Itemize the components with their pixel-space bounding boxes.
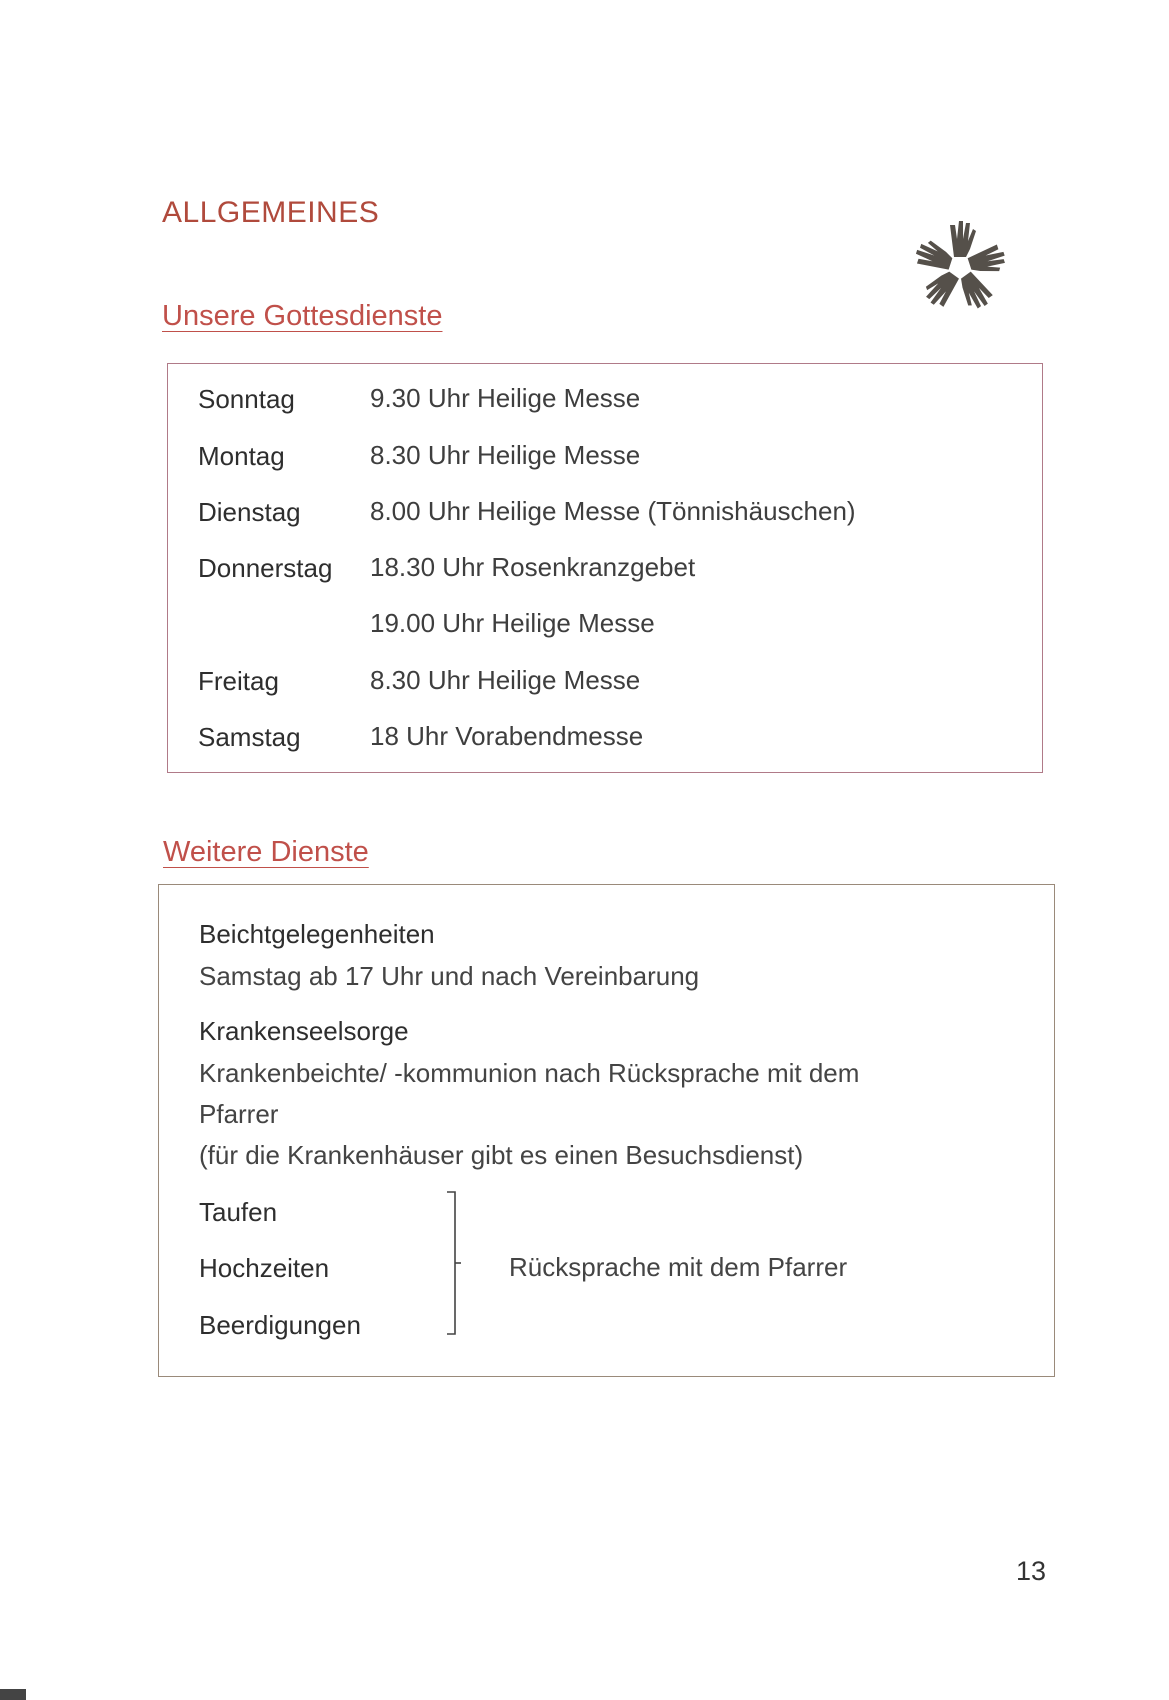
confession-text: Samstag ab 17 Uhr und nach Vereinbarung (199, 961, 700, 991)
sick-care-text: (für die Krankenhäuser gibt es einen Besuchsdienst) (199, 1140, 804, 1170)
service-time: 8.00 Uhr Heilige Messe (Tönnishäuschen) (370, 496, 856, 526)
service-time: 18.30 Uhr Rosenkranzgebet (370, 552, 696, 582)
service-day: Samstag (198, 722, 301, 752)
service-time: 8.30 Uhr Heilige Messe (370, 440, 641, 470)
service-day: Montag (198, 441, 285, 471)
service-day: Dienstag (198, 497, 301, 527)
sick-care-text: Pfarrer (199, 1099, 279, 1129)
sacrament-item: Taufen (199, 1197, 278, 1227)
bracket-divider (446, 1190, 466, 1336)
sacrament-note: Rücksprache mit dem Pfarrer (509, 1252, 848, 1282)
confession-title: Beichtgelegenheiten (199, 919, 435, 949)
service-time: 18 Uhr Vorabendmesse (370, 721, 644, 751)
page-title: ALLGEMEINES (162, 196, 380, 229)
scan-mark (0, 1689, 26, 1700)
sacrament-item: Beerdigungen (199, 1310, 361, 1340)
service-time: 9.30 Uhr Heilige Messe (370, 383, 641, 413)
service-day: Freitag (198, 666, 279, 696)
service-day: Donnerstag (198, 553, 333, 583)
service-time: 8.30 Uhr Heilige Messe (370, 665, 641, 695)
service-time: 19.00 Uhr Heilige Messe (370, 608, 655, 638)
sick-care-text: Krankenbeichte/ -kommunion nach Rücksprache mit dem (199, 1058, 860, 1088)
further-services-heading: Weitere Dienste (163, 836, 369, 868)
page-number: 13 (1016, 1556, 1047, 1586)
sick-care-title: Krankenseelsorge (199, 1016, 409, 1046)
sacrament-item: Hochzeiten (199, 1253, 330, 1283)
further-services-box (158, 884, 1055, 1377)
services-heading: Unsere Gottesdienste (162, 300, 443, 332)
hands-circle-icon (900, 212, 1020, 322)
service-day: Sonntag (198, 384, 295, 414)
